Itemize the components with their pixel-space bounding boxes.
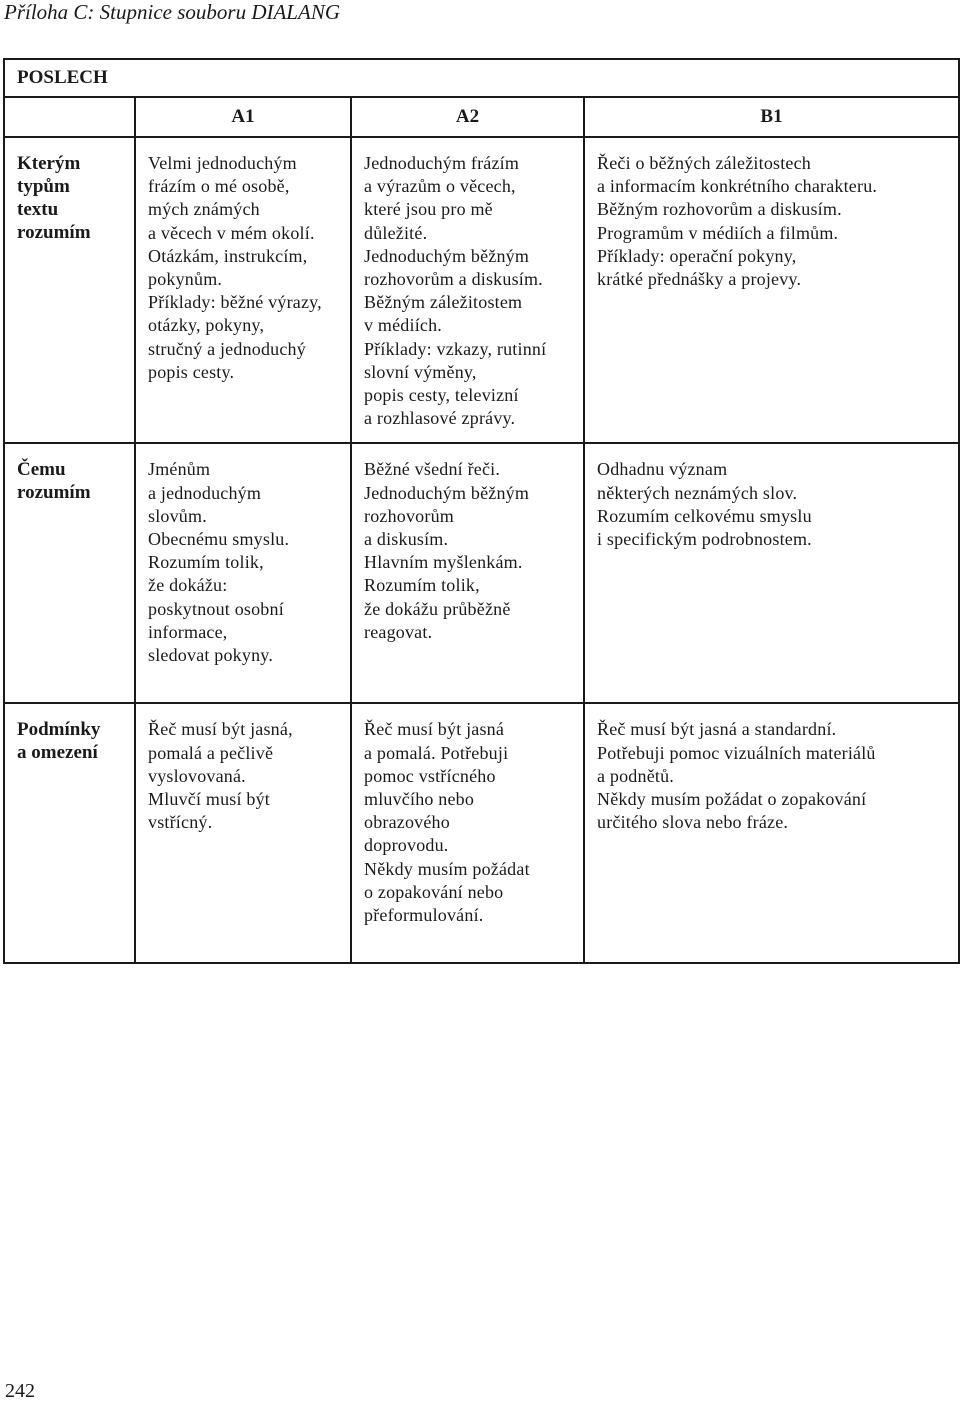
level-header-empty: [4, 97, 135, 137]
cell-b1-what-understand: Odhadnu význam některých neznámých slov. Rozumím celkovému smyslu i specifickým podrobnostem.: [584, 443, 959, 703]
table-row: [4, 443, 959, 703]
cell-a1-text-types: Velmi jednoduchým frázím o mé osobě, mých známých a věcech v mém okolí. Otázkám, instrukcím, pokynům. Příklady: běžné výrazy, otázky, pokyny, stručný a jednoduchý popis cesty.: [135, 137, 351, 443]
table-row: [4, 137, 959, 443]
cell-a1-conditions: Řeč musí být jasná, pomalá a pečlivě vyslovovaná. Mluvčí musí být vstřícný.: [135, 703, 351, 963]
row-label-text-types: Kterým typům textu rozumím: [4, 137, 135, 443]
level-header-b1: B1: [584, 97, 959, 137]
section-title: POSLECH: [4, 59, 959, 97]
page-title: Příloha C: Stupnice souboru DIALANG: [4, 0, 340, 24]
cell-a2-what-understand: Běžné všední řeči. Jednoduchým běžným rozhovorům a diskusím. Hlavním myšlenkám. Rozumím tolik, že dokážu průběžně reagovat.: [351, 443, 584, 703]
cell-b1-text-types: Řeči o běžných záležitostech a informacím konkrétního charakteru. Běžným rozhovorům a diskusím. Programům v médiích a filmům. Příklady: operační pokyny, krátké přednášky a projevy.: [584, 137, 959, 443]
cell-a2-text-types: Jednoduchým frázím a výrazům o věcech, které jsou pro mě důležité. Jednoduchým běžným rozhovorům a diskusím. Běžným záležitostem v médiích. Příklady: vzkazy, rutinní slovní výměny, popis cesty, televizní a rozhlasové zprávy.: [351, 137, 584, 443]
cell-a1-what-understand: Jménům a jednoduchým slovům. Obecnému smyslu. Rozumím tolik, že dokážu: poskytnout osobní informace, sledovat pokyny.: [135, 443, 351, 703]
row-label-what-understand: Čemu rozumím: [4, 443, 135, 703]
section-header-row: [4, 59, 959, 97]
table-row: [4, 703, 959, 963]
level-header-row: [4, 97, 959, 137]
level-header-a2: A2: [351, 97, 584, 137]
level-header-a1: A1: [135, 97, 351, 137]
cell-b1-conditions: Řeč musí být jasná a standardní. Potřebuji pomoc vizuálních materiálů a podnětů. Někdy musím požádat o zopakování určitého slova nebo fráze.: [584, 703, 959, 963]
dialang-scale-table: [3, 58, 960, 964]
page-number: 242: [5, 1380, 35, 1402]
row-label-conditions: Podmínky a omezení: [4, 703, 135, 963]
cell-a2-conditions: Řeč musí být jasná a pomalá. Potřebuji pomoc vstřícného mluvčího nebo obrazového doprovodu. Někdy musím požádat o zopakování nebo přeformulování.: [351, 703, 584, 963]
